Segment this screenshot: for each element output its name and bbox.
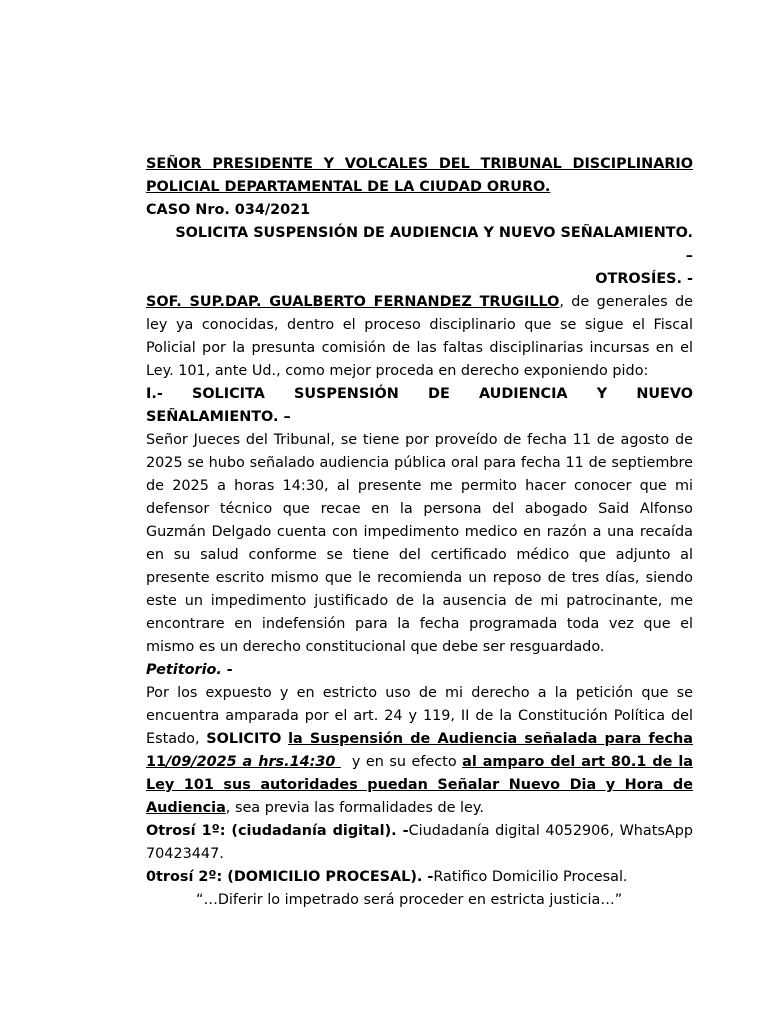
- section1-heading-line-2: SEÑALAMIENTO. –: [146, 409, 291, 425]
- otrosies-heading: OTROSÍES. -: [595, 271, 693, 287]
- petitorio-paragraph: [146, 682, 693, 820]
- section1-body: Señor Jueces del Tribunal, se tiene por proveído de fecha 11 de agosto de 2025 se hubo señalado audiencia pública oral para fecha 11 de septiembre de 2025 a horas 14:30, al presente me permito hacer conocer que mi defensor técnico que recae en la persona del abogado Said Alfonso Guzmán Delgado cuenta con impedimento medico en razón a una recaída en su salud conforme se tiene del certificado médico que adjunto al presente escrito mismo que le recomienda un reposo de tres días, siendo este un impedimento justificado de la ausencia de mi patrocinante, me encontrare en indefensión para la fecha programada toda vez que el mismo es un derecho constitucional que debe ser resguardado.: [146, 432, 693, 655]
- otrosi-2-text: Ratifico Domicilio Procesal.: [433, 869, 628, 885]
- petitorio-request: la Suspensión de Audiencia señalada para fecha 11: [146, 731, 693, 770]
- petitorio-text-1: Por los expuesto y en estricto uso de mi derecho a la petición que se encuentra amparada por el art. 24 y 119, II de la Constitución Política del Estado,: [146, 685, 693, 747]
- petitorio-text-2: y en su efecto: [351, 754, 463, 770]
- subject-dash: –: [685, 248, 693, 264]
- petitorio-heading: Petitorio. -: [146, 662, 233, 678]
- closing-quote: “…Diferir lo impetrado será proceder en estricta justicia…”: [196, 892, 623, 908]
- otrosi-1-text: Ciudadanía digital 4052906, WhatsApp 70423447.: [146, 823, 693, 862]
- case-number: CASO Nro. 034/2021: [146, 202, 311, 218]
- otrosi-1-label: Otrosí 1º: (ciudadanía digital). -: [146, 823, 409, 839]
- otrosi-2-label: 0trosí 2º: (DOMICILIO PROCESAL). -: [146, 869, 434, 885]
- addressee-line-2: POLICIAL DEPARTAMENTAL DE LA CIUDAD ORURO.: [146, 179, 551, 195]
- intro-paragraph: [146, 291, 693, 383]
- addressee-line-1: SEÑOR PRESIDENTE Y VOLCALES DEL TRIBUNAL DISCIPLINARIO: [146, 156, 693, 172]
- section1-heading-line-1: I.- SOLICITA SUSPENSIÓN DE AUDIENCIA Y NUEVO: [146, 386, 693, 402]
- petitorio-legal-basis: al amparo del art 80.1 de la Ley 101 sus autoridades puedan Señalar Nuevo Dia y Hora de Audiencia: [146, 754, 693, 816]
- petitorio-text-3: , sea previa las formalidades de ley.: [225, 800, 484, 816]
- otrosi-1: [146, 820, 693, 866]
- document-page: [146, 153, 693, 912]
- subject-line: SOLICITA SUSPENSIÓN DE AUDIENCIA Y NUEVO SEÑALAMIENTO.: [175, 225, 693, 241]
- intro-text: , de generales de ley ya conocidas, dentro el proceso disciplinario que se sigue el Fiscal Policial por la presunta comisión de las faltas disciplinarias incursas en el Ley. 101, ante Ud., como mejor proceda en derecho exponiendo pido:: [146, 294, 693, 379]
- petitioner-name: SOF. SUP.DAP. GUALBERTO FERNANDEZ TRUGILLO: [146, 294, 560, 310]
- petitorio-solicito: SOLICITO: [206, 731, 282, 747]
- otrosi-2: [146, 866, 693, 889]
- petitorio-date-time: /09/2025 a hrs.14:30: [166, 754, 336, 770]
